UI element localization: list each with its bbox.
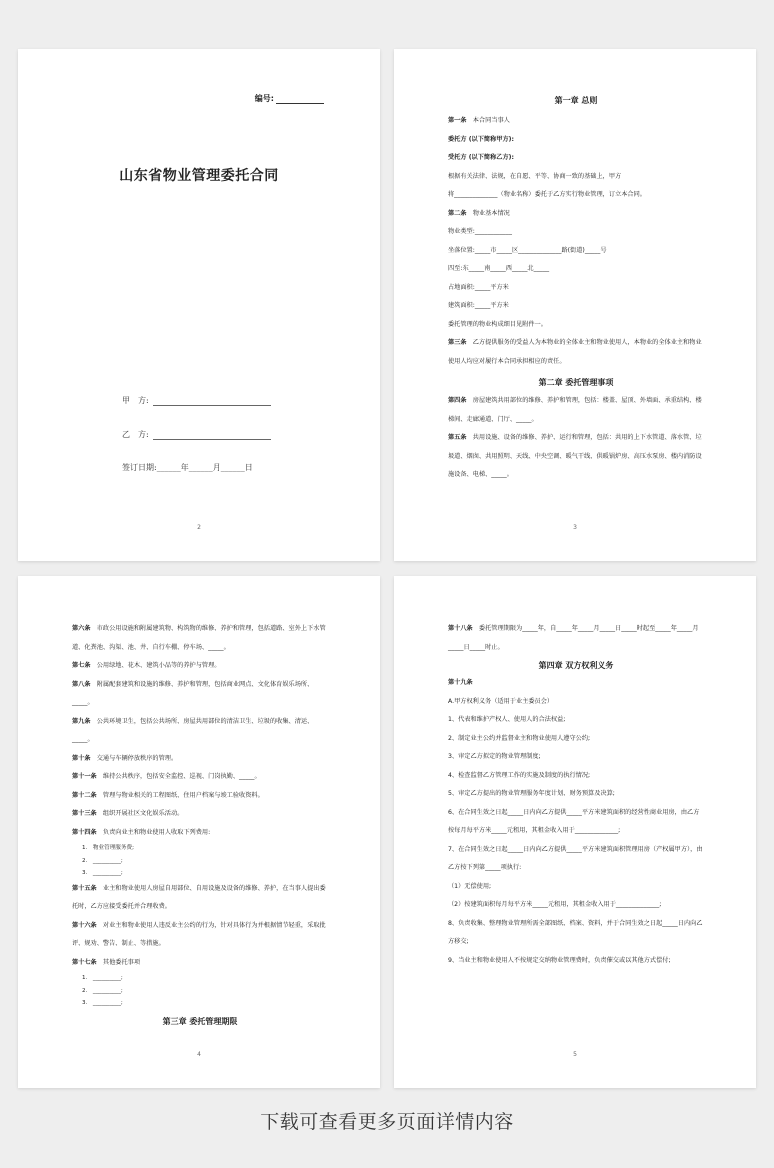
article-8: 第八条 附属配套建筑和设施的维修、养护和管理，包括商业网点、文化体育娱乐场所、_____。 <box>72 680 314 706</box>
article-15: 第十五条 业主和物业使用人房屋自用部位、自用设施及设备的维修、养护，在当事人提出委托时，乙方应接受委托并合理收费。 <box>72 884 326 910</box>
fee-item: 1. 物业管理服务费; <box>82 845 134 851</box>
clause-line: 坐落位置:_____市_____区______________路(街道)_____号 <box>448 246 607 254</box>
obligation-item: 5、审定乙方提出的物业管理服务年度计划、财务预算及决算; <box>448 790 615 797</box>
clause-line: 第二条 物业基本情况 <box>448 209 510 217</box>
obligation-item: 1、代表和维护产权人、使用人的合法权益; <box>448 716 566 723</box>
other-item: 3. __________; <box>82 1000 123 1006</box>
article-19: 第十九条 <box>448 679 473 686</box>
article-7: 第七条 公用绿地、花木、建筑小品等的养护与管理。 <box>72 662 221 669</box>
obligation-item: 3、审定乙方拟定的物业管理制度; <box>448 753 541 760</box>
clause-line: 受托方 (以下简称乙方): <box>448 154 514 161</box>
article-6: 第六条 市政公用设施和附属建筑物、构筑物的维修、养护和管理，包括道路、室外上下水管道、化粪池、沟渠、池、井、自行车棚、停车场、_____。 <box>72 625 326 651</box>
article-3: 第三条 乙方提供服务的受益人为本物业的全体业主和物业使用人，本物业的全体业主和物业使用人均应对履行本合同承担相应的责任。 <box>448 339 702 365</box>
obligation-item: A.甲方权利义务（适用于业主委员会） <box>448 697 554 705</box>
article-14: 第十四条 负责向业主和物业使用人收取下列费用: <box>72 828 211 836</box>
article-12: 第十二条 管理与物业相关的工程图纸、住用户档案与竣工验收资料。 <box>72 791 264 799</box>
article-11: 第十一条 维持公共秩序，包括安全监控、巡视、门岗执勤、_____。 <box>72 773 261 780</box>
sign-date: 签订日期:______年______月______日 <box>122 463 253 472</box>
clause-line: 第一条 本合同当事人 <box>448 117 510 124</box>
party-b-blank <box>153 439 271 440</box>
party-a-label: 甲 方: <box>122 396 149 405</box>
contract-number-blank <box>276 103 324 104</box>
fee-item: 3. __________; <box>82 870 123 876</box>
contract-number-label: 编号: <box>254 94 274 103</box>
page-number: 5 <box>573 1051 577 1058</box>
download-prompt: 下载可查看更多页面详情内容 <box>260 1111 514 1133</box>
clause-line: 四至:东_____南_____西_____北_____ <box>448 265 550 272</box>
clause-line: 委托方 (以下简称甲方): <box>448 135 514 143</box>
obligation-item-9: 9、当业主和物业使用人不按规定交纳物业管理费时，负责催交或以其他方式偿付; <box>448 956 671 964</box>
clause-line: 委托管理的物业构成细目见附件一。 <box>448 320 547 328</box>
party-a-row <box>122 395 271 406</box>
obligation-item-7a: （1）无偿使用; <box>448 882 492 890</box>
document-title: 山东省物业管理委托合同 <box>119 168 279 184</box>
article-13: 第十三条 组织开展社区文化娱乐活动。 <box>72 810 184 817</box>
chapter-heading: 第一章 总则 <box>554 96 598 105</box>
article-4: 第四条 房屋建筑共用部位的维修、养护和管理，包括：楼盖、屋顶、外墙面、承重结构、楼梯间、走廊通道、门厅、_____。 <box>448 397 702 423</box>
page-number: 2 <box>197 524 201 531</box>
clause-line: 物业类型:____________ <box>448 228 512 235</box>
page-chapter-4 <box>394 576 756 1088</box>
page-chapter-1 <box>394 49 756 561</box>
page-number: 3 <box>573 524 577 531</box>
clause-line: 将______________（物业名称）委托于乙方实行物业管理，订立本合同。 <box>448 191 646 198</box>
clause-line: 占地面积:_____平方米 <box>448 283 509 291</box>
chapter-heading: 第二章 委托管理事项 <box>538 378 614 387</box>
article-5: 第五条 共用设施、设备的维修、养护、运行和管理，包括：共用的上下水管道、落水管、垃圾道、烟囱、共用照明、天线、中央空调、暖气干线、供暖锅炉房、高压水泵房、楼内消防设施设备、电梯、_____。 <box>448 434 702 478</box>
page-cover <box>18 49 380 561</box>
obligation-item-7b: （2）按建筑面积每月每平方米_____元租用，其租金收入用于______________; <box>448 901 662 908</box>
article-18: 第十八条 委托管理期限为_____年，自_____年_____月_____日_____时起至_____年_____月_____日_____时止。 <box>448 625 699 651</box>
clause-line: 建筑面积:_____平方米 <box>448 302 509 309</box>
article-9: 第九条 公共环境卫生，包括公共场所、房屋共用部位的清洁卫生、垃圾的收集、清运、_____。 <box>72 717 314 743</box>
other-item: 2. __________; <box>82 987 123 994</box>
clause-line: 根据有关法律、法规，在自愿、平等、协商一致的基础上，甲方 <box>448 172 622 180</box>
article-17: 第十七条 其他委托事项 <box>72 958 141 966</box>
party-a-blank <box>153 405 271 406</box>
fee-item: 2. __________; <box>82 857 123 864</box>
page-articles-6-17 <box>18 576 380 1088</box>
obligation-item-8: 8、负责收集、整理物业管理所需全部图纸、档案、资料，并于合同生效之日起_____日内向乙方移交; <box>448 919 703 945</box>
party-b-row <box>122 429 271 440</box>
other-item: 1. __________; <box>82 975 123 981</box>
chapter-heading: 第三章 委托管理期限 <box>162 1016 238 1026</box>
obligation-item: 4、检查监督乙方管理工作的实施及制度的执行情况; <box>448 771 591 779</box>
article-list <box>448 112 704 334</box>
obligation-list <box>448 693 704 804</box>
obligation-item-7: 7、在合同生效之日起_____日内向乙方提供_____平方米建筑面积管理用房（产权属甲方），由乙方按下列第_____项执行: <box>448 845 703 871</box>
article-16: 第十六条 对业主和物业使用人违反业主公约的行为，针对具体行为并根据情节轻重，采取批评、规劝、警告、制止、等措施。 <box>72 921 326 947</box>
party-b-label: 乙 方: <box>122 430 149 439</box>
article-10: 第十条 交通与车辆停放秩序的管理。 <box>72 754 178 762</box>
page-number: 4 <box>197 1051 201 1058</box>
obligation-item: 2、制定业主公约并监督业主和物业使用人遵守公约; <box>448 734 591 742</box>
contract-number <box>255 93 324 104</box>
obligation-item-6: 6、在合同生效之日起_____日内向乙方提供_____平方米建筑面积的经营性商业用房，由乙方按每月每平方米_____元租用，其租金收入用于______________; <box>448 808 700 834</box>
chapter-heading: 第四章 双方权利义务 <box>538 661 614 670</box>
